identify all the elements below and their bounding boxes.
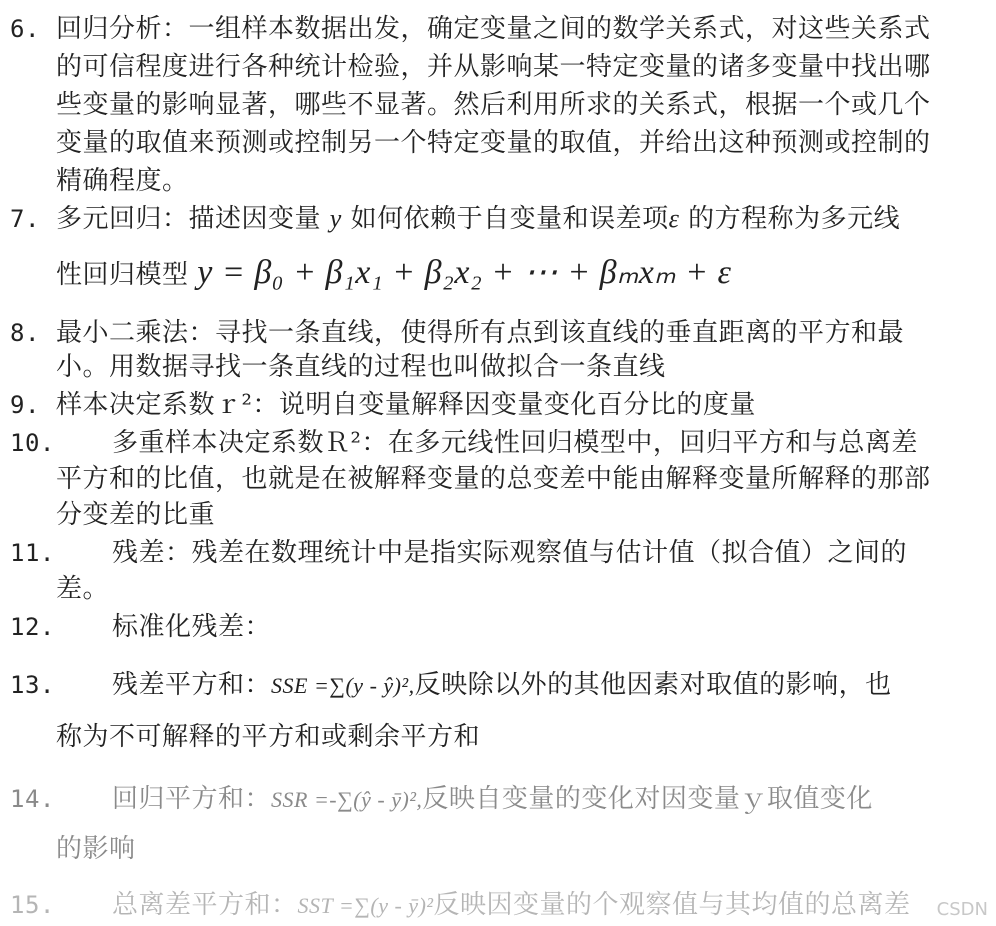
item-6-line-3: 些变量的影响显著，哪些不显著。然后利用所求的关系式，根据一个或几个 xyxy=(56,90,931,120)
item-number: 15. xyxy=(10,891,55,919)
item-15-line-1: 15. 总离差平方和：SST =∑(y - ȳ)²反映因变量的个观察值与其均值的总离差 xyxy=(0,890,911,921)
item-8-line-2: 小。用数据寻找一条直线的过程也叫做拟合一条直线 xyxy=(56,352,666,382)
variable-y: y xyxy=(329,204,342,233)
item-7-line-1: 7. 多元回归：描述因变量 y 如何依赖于自变量和误差项ε 的方程称为多元线 xyxy=(0,204,900,234)
watermark: CSDN xyxy=(936,899,988,920)
item-6-line-2: 的可信程度进行各种统计检验，并从影响某一特定变量的诸多变量中找出哪 xyxy=(56,52,931,82)
item-number: 14. xyxy=(10,785,55,813)
item-6-line-4: 变量的取值来预测或控制另一个特定变量的取值，并给出这种预测或控制的 xyxy=(56,128,931,158)
item-14-line-2: 的影响 xyxy=(56,834,136,864)
item-number: 8. xyxy=(10,319,40,347)
item-number: 6. xyxy=(10,15,40,43)
item-10-line-2: 平方和的比值，也就是在被解释变量的总变差中能由解释变量所解释的那部 xyxy=(56,464,931,494)
item-number: 9. xyxy=(10,391,40,419)
sst-formula: SST =∑(y - ȳ)² xyxy=(297,893,434,918)
item-12-line-1: 12. 标准化残差： xyxy=(0,612,271,642)
item-6-line-1: 6. 回归分析：一组样本数据出发，确定变量之间的数学关系式，对这些关系式 xyxy=(0,14,931,44)
epsilon-symbol: ε xyxy=(668,204,680,233)
item-11-line-2: 差。 xyxy=(56,574,110,604)
item-6-line-5: 精确程度。 xyxy=(56,166,189,196)
item-number: 11. xyxy=(10,539,55,567)
item-10-line-3: 分变差的比重 xyxy=(56,500,216,530)
item-14-line-1: 14. 回归平方和：SSR =-∑(ŷ - ȳ)²,反映自变量的变化对因变量ｙ取值变化 xyxy=(0,784,873,815)
item-9-line-1: 9. 样本决定系数ｒ²：说明自变量解释因变量变化百分比的度量 xyxy=(0,390,756,420)
sse-formula: SSE =∑(y - ŷ)², xyxy=(271,673,415,698)
item-8-line-1: 8. 最小二乘法：寻找一条直线，使得所有点到该直线的垂直距离的平方和最 xyxy=(0,318,904,348)
item-number: 13. xyxy=(10,671,55,699)
item-7-line-2: 性回归模型 y = β₀ + β₁x₁ + β₂x₂ + ⋯ + βₘxₘ + ε xyxy=(56,254,732,291)
item-number: 10. xyxy=(10,429,55,457)
multiple-regression-equation: y = β₀ + β₁x₁ + β₂x₂ + ⋯ + βₘxₘ + ε xyxy=(197,254,732,291)
item-10-line-1: 10. 多重样本决定系数Ｒ²：在多元线性回归模型中，回归平方和与总离差 xyxy=(0,428,918,458)
item-13-line-2: 称为不可解释的平方和或剩余平方和 xyxy=(56,722,481,752)
item-13-line-1: 13. 残差平方和：SSE =∑(y - ŷ)²,反映除以外的其他因素对取值的影响，也 xyxy=(0,670,892,701)
item-number: 12. xyxy=(10,613,55,641)
item-11-line-1: 11. 残差：残差在数理统计中是指实际观察值与估计值（拟合值）之间的 xyxy=(0,538,907,568)
ssr-formula: SSR =-∑(ŷ - ȳ)², xyxy=(271,787,423,812)
item-number: 7. xyxy=(10,205,40,233)
